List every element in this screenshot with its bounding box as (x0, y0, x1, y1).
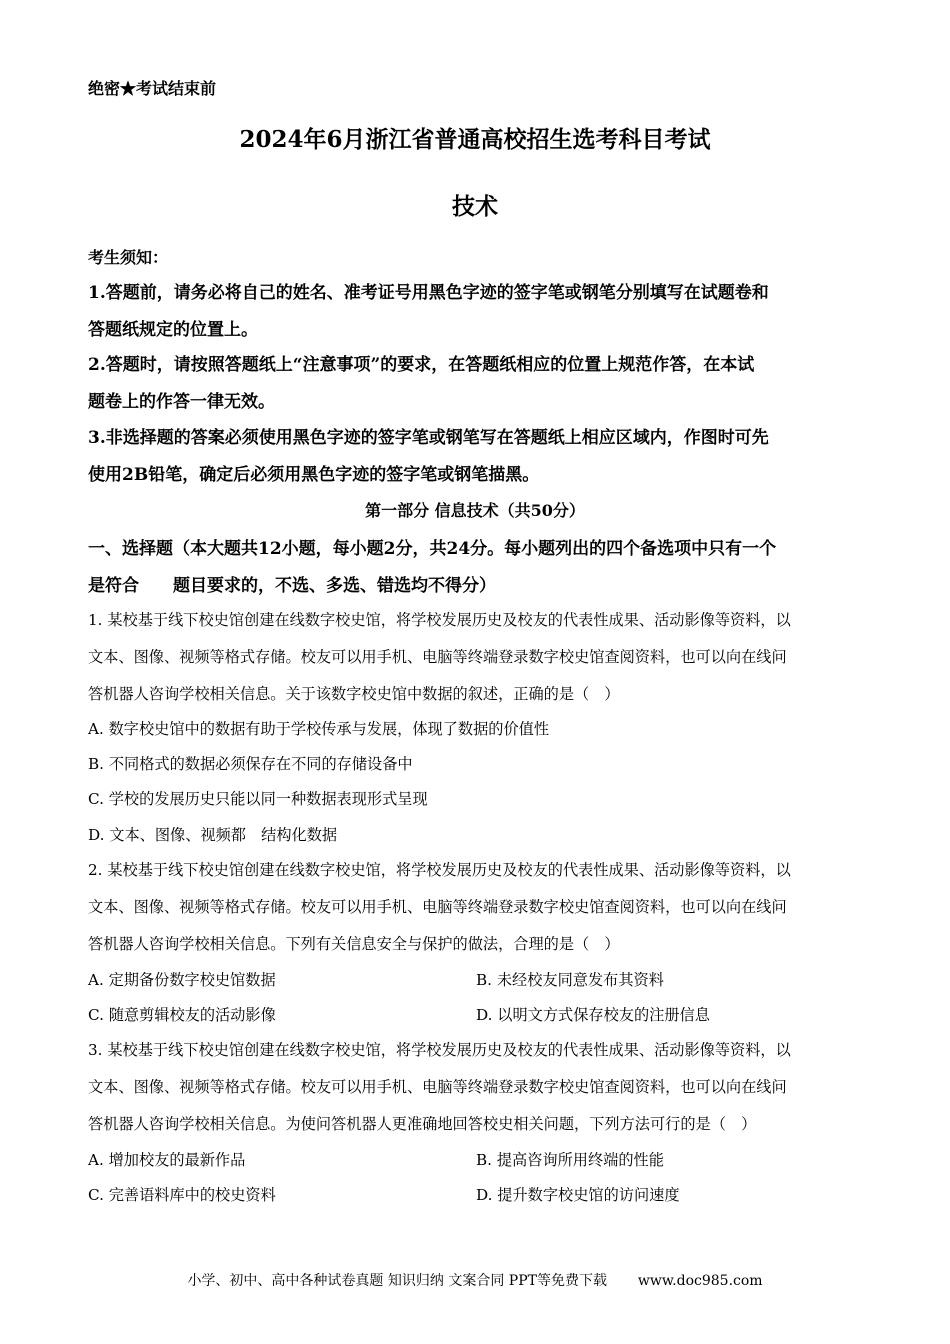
notice-heading: 考生须知： (88, 248, 169, 267)
question-stem-line: 1. 某校基于线下校史馆创建在线数字校史馆，将学校发展历史及校友的代表性成果、活动影像等资料，以 (88, 611, 791, 629)
option-b: B. 提高咨询所用终端的性能 (476, 1151, 664, 1169)
option-c: C. 随意剪辑校友的活动影像 (88, 1006, 276, 1024)
option-a: A. 数字校史馆中的数据有助于学校传承与发展，体现了数据的价值性 (88, 720, 550, 738)
notice-item1-line2: 答题纸规定的位置上。 (88, 320, 258, 340)
option-b: B. 不同格式的数据必须保存在不同的存储设备中 (88, 755, 413, 773)
notice-item1-line1: 1.答题前，请务必将自己的姓名、准考证号用黑色字迹的签字笔或钢笔分别填写在试题卷和 (88, 283, 769, 303)
exam-title: 2024年6月浙江省普通高校招生选考科目考试 (239, 126, 711, 153)
option-b: B. 未经校友同意发布其资料 (476, 971, 664, 989)
question-stem-line: 文本、图像、视频等格式存储。校友可以用手机、电脑等终端登录数字校史馆查阅资料，也可以向在线问 (88, 1078, 787, 1096)
option-c: C. 完善语料库中的校史资料 (88, 1186, 276, 1204)
page-footer (0, 1270, 950, 1290)
secret-mark: 绝密★考试结束前 (88, 79, 217, 98)
option-d: D. 文本、图像、视频都 结构化数据 (88, 826, 338, 844)
question-stem-line: 2. 某校基于线下校史馆创建在线数字校史馆，将学校发展历史及校友的代表性成果、活动影像等资料，以 (88, 861, 791, 879)
section-instruction-line1: 一、选择题（本大题共12小题，每小题2分，共24分。每小题列出的四个备选项中只有一个 (88, 539, 777, 559)
question-stem-line: 3. 某校基于线下校史馆创建在线数字校史馆，将学校发展历史及校友的代表性成果、活动影像等资料，以 (88, 1041, 791, 1059)
notice-item2-line2: 题卷上的作答一律无效。 (88, 392, 275, 412)
question-stem-line: 文本、图像、视频等格式存储。校友可以用手机、电脑等终端登录数字校史馆查阅资料，也可以向在线问 (88, 898, 787, 916)
notice-item3-line2: 使用2B铅笔，确定后必须用黑色字迹的签字笔或钢笔描黑。 (88, 465, 540, 485)
option-d: D. 提升数字校史馆的访问速度 (476, 1186, 680, 1204)
option-d: D. 以明文方式保存校友的注册信息 (476, 1006, 710, 1024)
question-stem-line: 文本、图像、视频等格式存储。校友可以用手机、电脑等终端登录数字校史馆查阅资料，也可以向在线问 (88, 648, 787, 666)
notice-item2-line1: 2.答题时，请按照答题纸上“注意事项”的要求，在答题纸相应的位置上规范作答，在本试 (88, 355, 755, 375)
option-c: C. 学校的发展历史只能以同一种数据表现形式呈现 (88, 790, 428, 808)
question-stem-line: 答机器人咨询学校相关信息。下列有关信息安全与保护的做法，合理的是（ ） (88, 935, 620, 953)
subject-title: 技术 (452, 193, 498, 220)
footer-text: 小学、初中、高中各种试卷真题 知识归纳 文案合同 PPT等免费下载 (187, 1273, 607, 1289)
option-a: A. 增加校友的最新作品 (88, 1151, 246, 1169)
part1-heading: 第一部分 信息技术（共50分） (365, 501, 585, 520)
question-stem-line: 答机器人咨询学校相关信息。为使问答机器人更准确地回答校史相关问题，下列方法可行的是（ ） (88, 1115, 757, 1133)
question-stem-line: 答机器人咨询学校相关信息。关于该数字校史馆中数据的叙述，正确的是（ ） (88, 685, 620, 703)
section-instruction-line2: 是符合 题目要求的，不选、多选、错选均不得分） (88, 576, 496, 596)
option-a: A. 定期备份数字校史馆数据 (88, 971, 276, 989)
notice-item3-line1: 3.非选择题的答案必须使用黑色字迹的签字笔或钢笔写在答题纸上相应区域内，作图时可先 (88, 428, 769, 448)
footer-url[interactable]: www.doc985.com (637, 1273, 763, 1289)
